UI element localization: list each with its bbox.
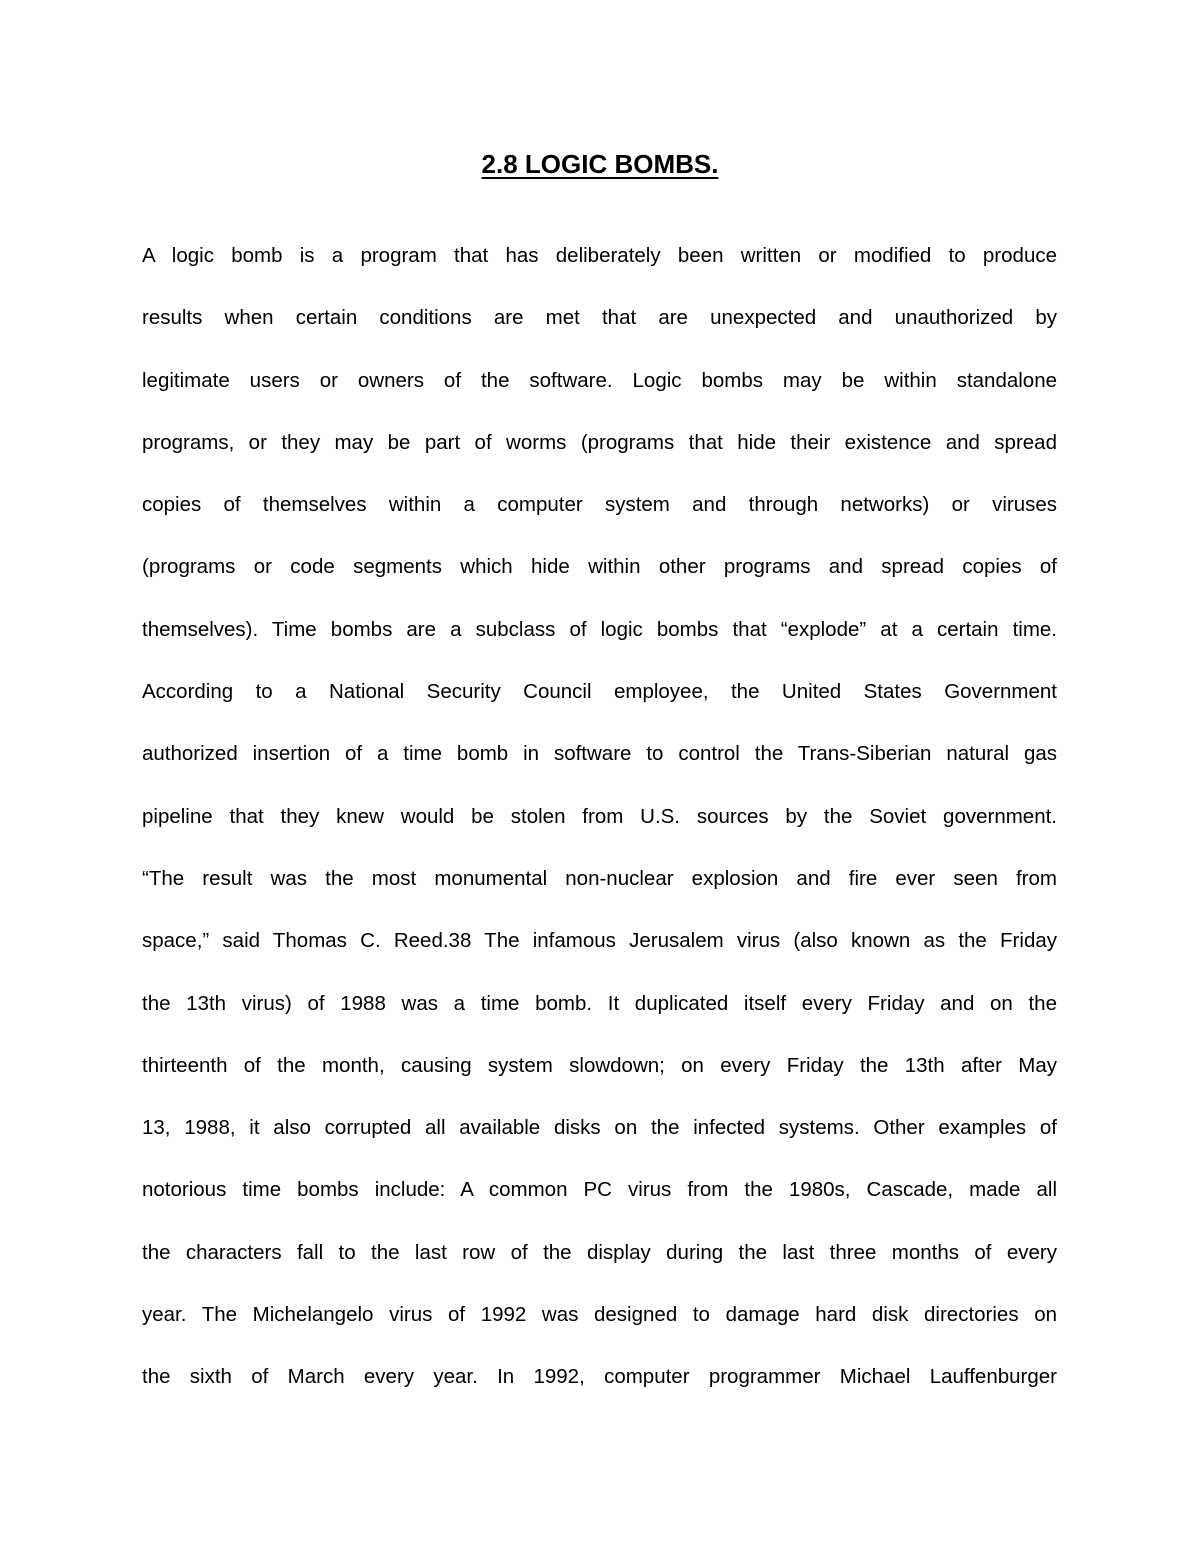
body-line: pipeline that they knew would be stolen from U.S. sources by the Soviet government. [142,804,1057,828]
body-line: According to a National Security Council employee, the United States Government [142,680,1057,704]
body-line: space,” said Thomas C. Reed.38 The infamous Jerusalem virus (also known as the Friday [142,929,1057,953]
body-line: the characters fall to the last row of the display during the last three months of every [142,1240,1057,1264]
body-line: thirteenth of the month, causing system slowdown; on every Friday the 13th after May [142,1053,1057,1077]
body-line: results when certain conditions are met that are unexpected and unauthorized by [142,306,1057,330]
body-line: “The result was the most monumental non-nuclear explosion and fire ever seen from [142,866,1057,890]
body-line: the 13th virus) of 1988 was a time bomb. It duplicated itself every Friday and on the [142,991,1057,1015]
body-line: themselves). Time bombs are a subclass of logic bombs that “explode” at a certain time. [142,617,1057,641]
body-line: (programs or code segments which hide within other programs and spread copies of [142,555,1057,579]
body-line: notorious time bombs include: A common PC virus from the 1980s, Cascade, made all [142,1178,1057,1202]
body-line: copies of themselves within a computer system and through networks) or viruses [142,493,1057,517]
body-paragraph [142,236,1057,1420]
body-line: authorized insertion of a time bomb in software to control the Trans-Siberian natural gas [142,742,1057,766]
body-line: year. The Michelangelo virus of 1992 was designed to damage hard disk directories on [142,1303,1057,1327]
body-line: A logic bomb is a program that has deliberately been written or modified to produce [142,244,1057,267]
body-line: legitimate users or owners of the software. Logic bombs may be within standalone [142,368,1057,392]
body-line: 13, 1988, it also corrupted all available disks on the infected systems. Other examples of [142,1116,1057,1140]
body-line: the sixth of March every year. In 1992, computer programmer Michael Lauffenburger [142,1365,1057,1389]
body-line: programs, or they may be part of worms (programs that hide their existence and spread [142,430,1057,454]
section-heading-text: 2.8 LOGIC BOMBS. [481,149,719,179]
section-heading [0,146,1200,182]
